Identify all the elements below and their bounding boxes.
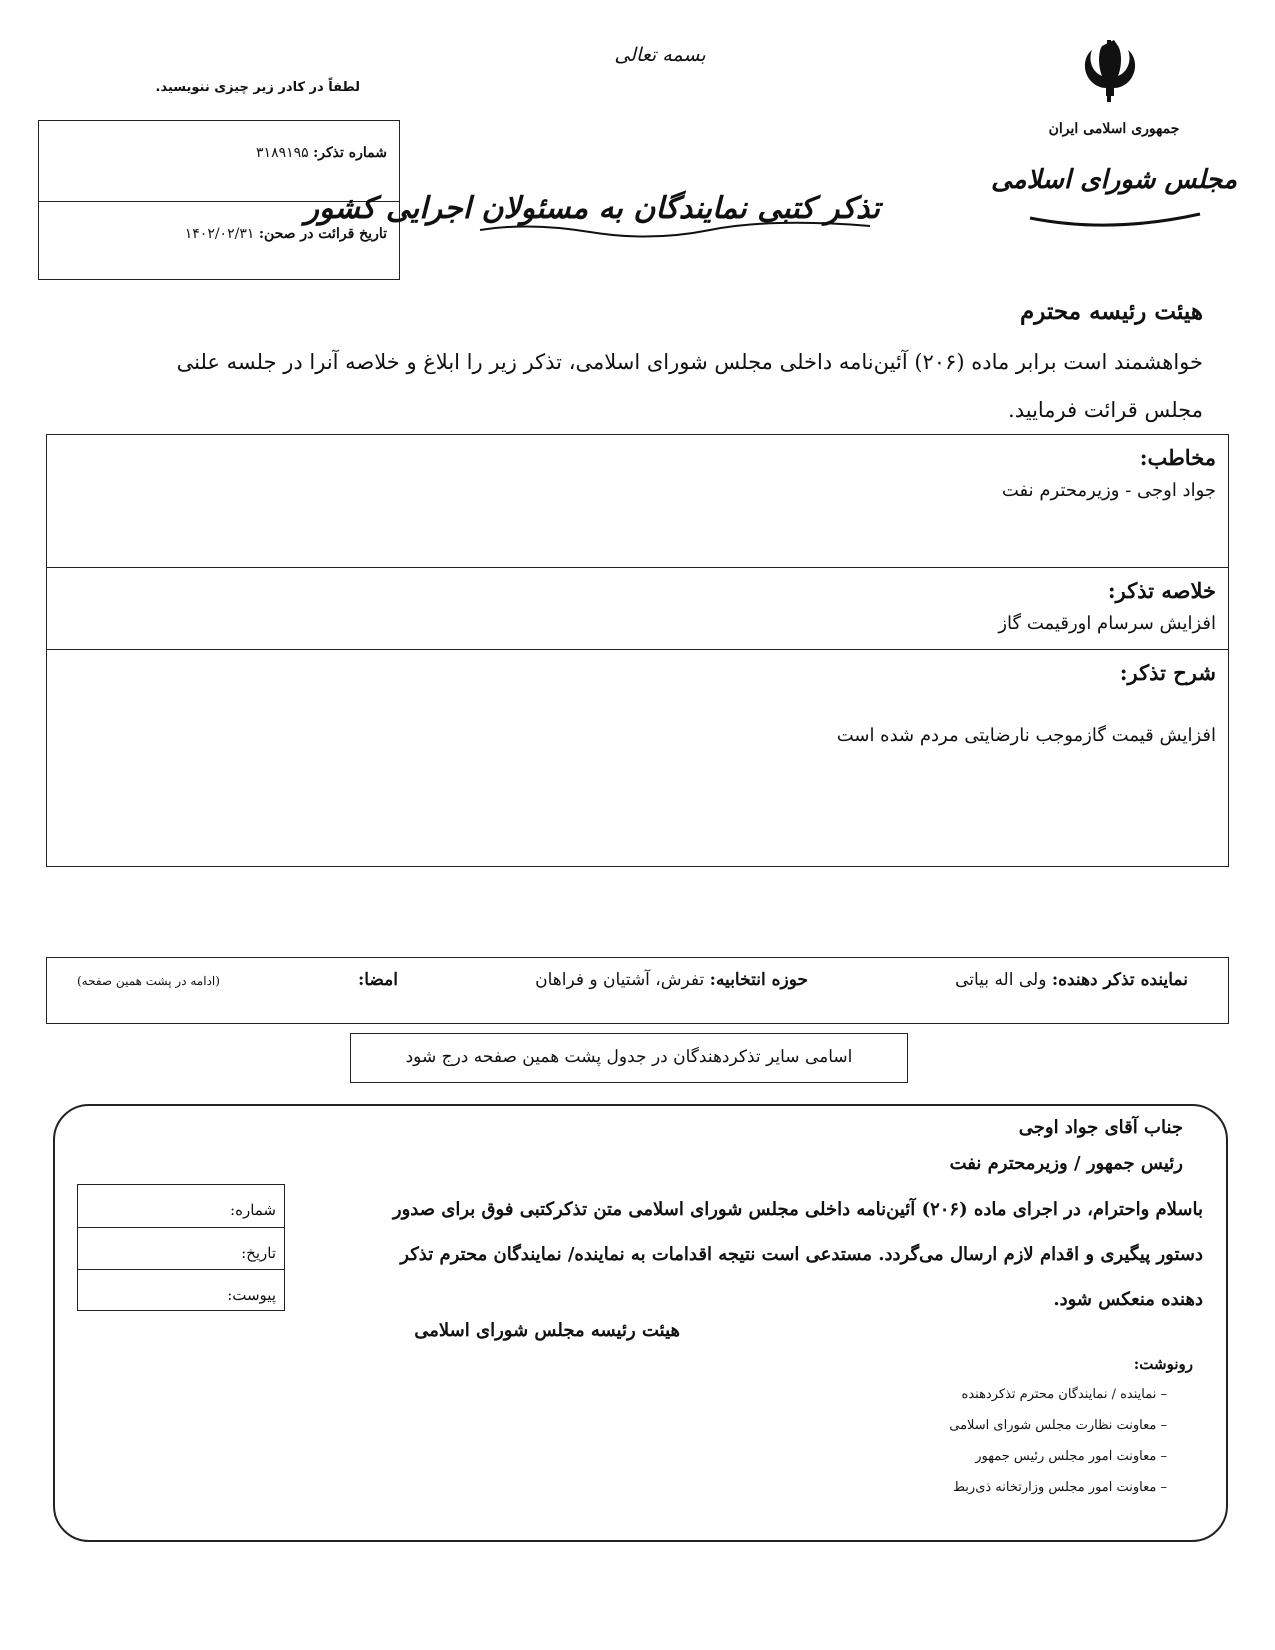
letter-attachment-label: پیوست:	[78, 1269, 284, 1311]
intro-paragraph: خواهشمند است برابر ماده (۲۰۶) آئین‌نامه داخلی مجلس شورای اسلامی، تذکر زیر را ابلاغ و خلاصه آنرا در جلسه علنی مجلس قرائت فرمایید.	[176, 350, 1203, 422]
description-section	[47, 650, 1228, 866]
letter-recipient-title: رئیس جمهور / وزیرمحترم نفت	[949, 1153, 1183, 1174]
summary-label: خلاصه تذکر:	[1107, 578, 1216, 603]
reading-date-label: تاریخ قرائت در صحن:	[258, 226, 387, 242]
summary-section	[47, 568, 1228, 650]
cc-item: – معاونت نظارت مجلس شورای اسلامی	[667, 1410, 1167, 1441]
signer-box	[46, 957, 1229, 1024]
instruction-note: لطفاً در کادر زیر چیزی ننویسید.	[155, 80, 360, 95]
addressee-label: مخاطب:	[1139, 445, 1216, 470]
signature-label: امضا:	[357, 970, 398, 990]
bismillah-heading: بسمه تعالی	[614, 44, 706, 66]
continued-note: (ادامه در پشت همین صفحه)	[77, 974, 220, 988]
reminder-form-table	[46, 434, 1229, 867]
cc-list	[667, 1379, 1167, 1503]
document-title: تذکر کتبی نمایندگان به مسئولان اجرایی کشور	[304, 191, 880, 226]
letter-date-label: تاریخ:	[78, 1227, 284, 1269]
cc-item: – معاونت امور مجلس رئیس جمهور	[667, 1441, 1167, 1472]
description-label: شرح تذکر:	[1119, 660, 1216, 685]
cc-item: – نماینده / نمایندگان محترم تذکردهنده	[667, 1379, 1167, 1410]
logo-text-top: جمهوری اسلامی ایران	[1048, 121, 1180, 137]
reference-number-value: ۳۱۸۹۱۹۵	[256, 145, 309, 161]
emblem-icon	[1085, 40, 1135, 102]
reference-number-label: شماره تذکر:	[313, 145, 387, 161]
letter-body: باسلام واحترام، در اجرای ماده (۲۰۶) آئین‌نامه داخلی مجلس شورای اسلامی متن تذکرکتبی فوق برای صدور دستور پیگیری و اقدام لازم ارسال می‌گردد. مستدعی است نتیجه اقدامات به نماینده/ نمایندگان محترم تذکر دهنده منعکس شود.	[392, 1199, 1203, 1310]
cc-title: رونوشت:	[1133, 1355, 1193, 1373]
district-field	[535, 970, 808, 990]
description-value: افزایش قیمت گازموجب نارضایتی مردم شده است	[836, 725, 1216, 746]
addressee-heading: هیئت رئیسه محترم	[1020, 298, 1203, 325]
logo-text-main: مجلس شورای اسلامی	[990, 165, 1238, 195]
representative-label: نماینده تذکر دهنده:	[1051, 970, 1188, 990]
addressee-section	[47, 435, 1228, 568]
addressee-value: جواد اوجی - وزیرمحترم نفت	[1001, 480, 1216, 501]
letter-reference-table	[77, 1184, 285, 1311]
letter-recipient-name: جناب آقای جواد اوجی	[1018, 1117, 1183, 1138]
cc-item: – معاونت امور مجلس وزارتخانه ذی‌ربط	[667, 1472, 1167, 1503]
letter-number-label: شماره:	[230, 1201, 276, 1219]
reference-number-row	[39, 121, 399, 201]
representative-field	[955, 970, 1188, 990]
representative-value: ولی اله بیاتی	[955, 970, 1047, 990]
parliament-emblem-logo	[990, 38, 1238, 248]
summary-value: افزایش سرسام اورقیمت گاز	[998, 613, 1216, 634]
notice-box: اسامی سایر تذکردهندگان در جدول پشت همین صفحه درج شود	[350, 1033, 908, 1083]
district-label: حوزه انتخابیه:	[709, 970, 808, 990]
letter-signature: هیئت رئیسه مجلس شورای اسلامی	[414, 1320, 680, 1341]
reading-date-value: ۱۴۰۲/۰۲/۳۱	[184, 226, 255, 242]
district-value: تفرش، آشتیان و فراهان	[535, 970, 705, 990]
